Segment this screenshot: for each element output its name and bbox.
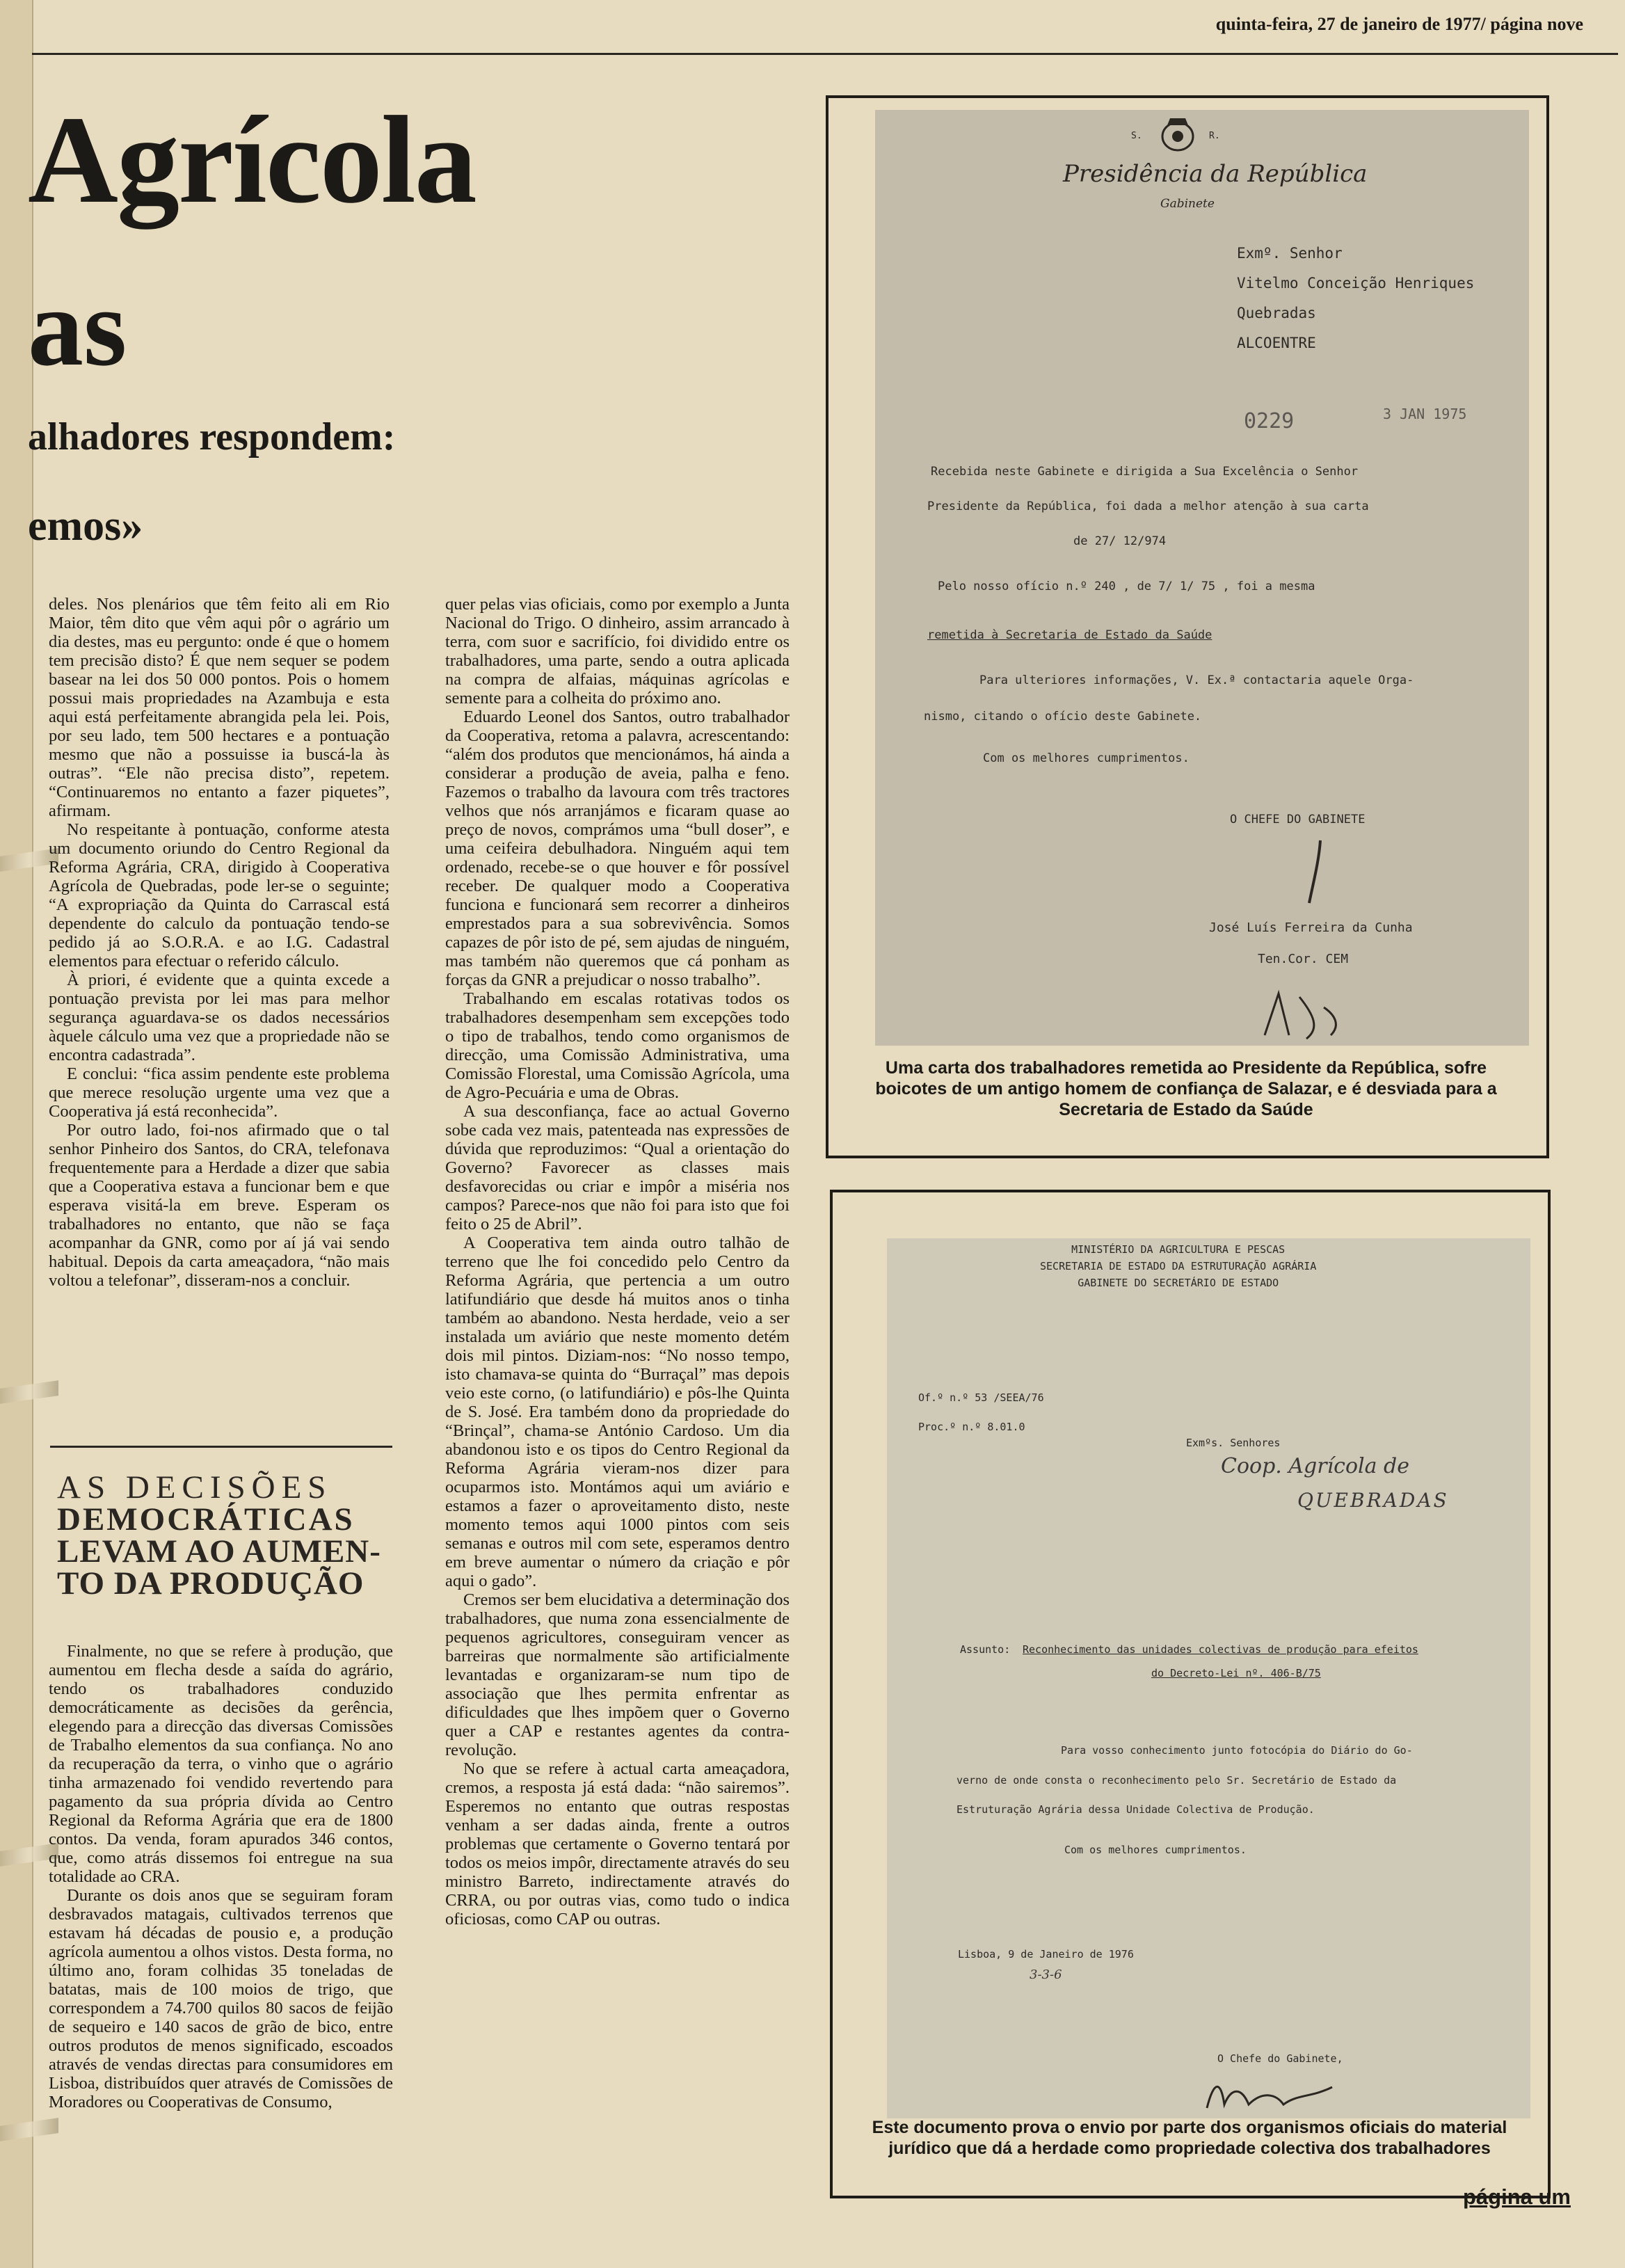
- signature-mark: [1279, 833, 1362, 910]
- paragraph: Eduardo Leonel dos Santos, outro trabalhador da Cooperativa, retoma a palavra, acrescentando: “além dos produtos que mencionámos, há ainda a considerar a produção de aveia, palha e feno. Fazemos o trabalho da lavoura com três tractores velhos que nós arranjámos e ficaram quase ao preço de novos, comprámos uma “bull doser”, e uma ceifeira debulhadora. Ninguém aqui tem ordenado, recebe-se o que houver e fôr possível receber. De qualquer modo a Cooperativa funciona e funcionará sem recorrer a dinheiros emprestados para a sua sobrevivência. Somos capazes de pôr isto de pé, sem ajudas de ninguém, mas também não queremos que cá ponham as forças da GNR a prejudicar o nosso trabalho”.: [445, 708, 790, 989]
- letter-body-line: verno de onde consta o reconhecimento pelo Sr. Secretário de Estado da: [956, 1774, 1397, 1787]
- signature-mark: [1200, 2073, 1339, 2115]
- signatory: José Luís Ferreira da Cunha: [1209, 920, 1413, 935]
- headline-line-1: Agrícola: [28, 90, 476, 229]
- letter-body-line: Estruturação Agrária dessa Unidade Colectiva de Produção.: [956, 1803, 1315, 1816]
- subheading: [57, 1469, 391, 1602]
- caption-letter-1: Uma carta dos trabalhadores remetida ao Presidente da República, sofre boicotes de um antigo homem de confiança de Salazar, e é desviada para a Secretaria de Estado da Saúde: [875, 1058, 1497, 1119]
- subheading-line-3: LEVAM AO AUMEN-: [57, 1533, 381, 1570]
- paragraph: À priori, é evidente que a quinta excede a pontuação prevista por lei mas para melhor segurança aguardava-se os dados necessários àquele cálculo uma vez que a propriedade não se encontra cadastrada”.: [49, 971, 390, 1064]
- coat-of-arms-icon: [1153, 115, 1202, 154]
- reference-date-stamp: 3 JAN 1975: [1383, 406, 1467, 422]
- subheading-line-1: AS DECISÕES: [57, 1469, 333, 1506]
- letter-body-line: Com os melhores cumprimentos.: [983, 751, 1190, 765]
- letterhead: Presidência da República: [1063, 160, 1368, 188]
- paragraph: A Cooperativa tem ainda outro talhão de terreno que lhe foi concedido pelo Centro da Reforma Agrária, que pertencia a um outro latifundiário que desde há muitos anos o tinha também ao abandono. Nesta herdade, veio a ser instalada um aviário que neste momento detém dois mil pintos. Diziam-nos: “No nosso tempo, isto chamava-se quinta do “Burraçal” mas depois veio este corno, (o latifundiário) e pôs-lhe Quinta de S. José. Era também dono da propriedade do “Brinçal”, chama-se António Cardoso. Um dia abandonou isto e os tipos do Centro Regional da Reforma Agrária vieram-nos dizer para ocuparmos isto. Montámos aqui um aviário e estamos a fazer o aproveitamento disto, neste momento temos aqui 1000 pintos com seis semanas e outros mil com sete, esperamos dentro em breve aumentar o número da criação e pôr aqui o gado”.: [445, 1233, 790, 1590]
- dateline: quinta-feira, 27 de janeiro de 1977/ página nove: [1215, 14, 1583, 34]
- headline-line-2: as: [28, 265, 127, 389]
- reference-line: Of.º n.º 53 /SEEA/76: [918, 1391, 1044, 1404]
- ministry-letterhead: [1040, 1241, 1316, 1291]
- caption-letter-2: Este documento prova o envio por parte dos organismos oficiais do material jurídico que dá a herdade como propriedade colectiva dos trabalhadores: [872, 2118, 1507, 2158]
- letter-body-line: de 27/ 12/974: [1073, 534, 1167, 548]
- paragraph: quer pelas vias oficiais, como por exemplo a Junta Nacional do Trigo. O dinheiro, assim arrancado à terra, com suor e sacrifício, foi dividido entre os trabalhadores, uma parte, sendo a outra aplicada na compra de alfaias, máquinas agrícolas e semente para a colheita do próximo ano.: [445, 595, 790, 708]
- reference-number: 0229: [1244, 409, 1295, 433]
- subheading-rule: [50, 1446, 392, 1448]
- letter-body-line: Pelo nosso ofício n.º 240 , de 7/ 1/ 75 , foi a mesma: [938, 580, 1315, 593]
- signatory-rank: Ten.Cor. CEM: [1258, 952, 1349, 966]
- article-column-3: [49, 1642, 393, 2111]
- letterhead-line: SECRETARIA DE ESTADO DA ESTRUTURAÇÃO AGRÁRIA: [1040, 1260, 1317, 1272]
- addressee-handwritten: Coop. Agrícola de: [1221, 1454, 1409, 1478]
- subject-line: do Decreto-Lei nº. 406-B/75: [1151, 1667, 1321, 1679]
- paragraph: Por outro lado, foi-nos afirmado que o tal senhor Pinheiro dos Santos, do CRA, telefonava frequentemente para a Herdade a dizer que sabia que a Cooperativa estava a funcionar bem e que esperava visitá-la em breve. Esperam os trabalhadores no entanto, que não se faça acompanhar da GNR, como por aí já vai sendo habitual. Depois da carta ameaçadora, “não mais voltou a telefonar”, disseram-nos a concluir.: [49, 1121, 390, 1290]
- headline-line-4: emos»: [28, 502, 143, 550]
- date-handwritten: 3-3-6: [1030, 1967, 1062, 1982]
- letter-ministerio: [887, 1238, 1530, 2118]
- paragraph: No que se refere à actual carta ameaçadora, cremos, a resposta já está dada: “não sairemos”. Esperemos no entanto que outras respostas venham a ser dadas ainda, frente a outros problemas que certamente o Governo tentará por todos os meios impôr, directamente através do seu ministro Barreto, indirectamente através do CRRA, ou por outras vias, como tudo o indica oficiosas, como CAP ou outras.: [445, 1759, 790, 1928]
- date-line: Lisboa, 9 de Janeiro de 1976: [958, 1948, 1134, 1960]
- addressee-line: Vitelmo Conceição Henriques: [1237, 275, 1475, 292]
- paragraph: Finalmente, no que se refere à produção, que aumentou em flecha desde a saída do agrário, tendo os trabalhadores conduzido democráticamente as decisões da gerência, elegendo para a direcção das diversas Comissões de Trabalho elementos da sua confiança. No ano da recuperação da terra, o vinho que o agrário tinha armazenado foi vendido revertendo para pagamento da sua própria dívida ao Centro Regional da Reforma Agrária que era de 1800 contos. Da venda, foram apurados 346 contos, que, como atrás dissemos foi entregue na sua totalidade ao CRA.: [49, 1642, 393, 1886]
- letterhead-line: GABINETE DO SECRETÁRIO DE ESTADO: [1078, 1277, 1279, 1289]
- letter-body-line: remetida à Secretaria de Estado da Saúde: [927, 628, 1212, 642]
- letter-body-line: Presidente da República, foi dada a melhor atenção à sua carta: [927, 500, 1369, 513]
- paragraph: Durante os dois anos que se seguiram foram desbravados matagais, cultivados terrenos que estavam há décadas de pousio e, a produção agrícola aumentou a olhos vistos. Desta forma, no último ano, foram colhidas 35 toneladas de batatas, mais de 100 moios de trigo, que correspondem a 74.700 quilos 80 sacos de feijão de sequeiro e 140 sacos de grão de bico, entre outros produtos de menos significado, escoados através de vendas directas para consumidores em Lisboa, distribuídos quer através de Comissões de Moradores ou Cooperativas de Consumo,: [49, 1886, 393, 2111]
- addressee-handwritten: QUEBRADAS: [1297, 1489, 1449, 1512]
- letter-body-line: Com os melhores cumprimentos.: [1064, 1844, 1247, 1856]
- addressee-line: Quebradas: [1237, 305, 1316, 321]
- headline-line-3: alhadores respondem:: [28, 415, 396, 458]
- initials-mark: [1251, 987, 1355, 1042]
- letter-body-line: Para vosso conhecimento junto fotocópia do Diário do Go-: [1061, 1744, 1413, 1757]
- paragraph: Cremos ser bem elucidativa a determinação dos trabalhadores, que numa zona essencialmente de pequenos agricultores, conseguiram vencer as barreiras que normalmente são artificialmente levantadas e organizaram-se num tipo de associação que lhes permita enfrentar as dificuldades que lhes impõem quer o Governo quer a CAP e restantes agentes da contra-revolução.: [445, 1590, 790, 1759]
- header-rule: [32, 53, 1618, 55]
- subheading-line-2: DEMOCRÁTICAS: [57, 1501, 355, 1538]
- letter-body-line: Recebida neste Gabinete e dirigida a Sua Excelência o Senhor: [931, 465, 1359, 479]
- paragraph: deles. Nos plenários que têm feito ali em Rio Maior, têm dito que vêm aqui pôr o agrário um dia destes, mas eu pergunto: onde é que o homem tem precisão disto? É que nem sequer se podem basear na lei dos 50 000 pontos. Pois o homem possui mais propriedades na Azambuja e esta aqui está perfeitamente abrangida pela lei. Pois, por seu lado, tem 500 hectares e a pontuação mesmo que não a possuisse ia buscá-la às outras”. “Ele não precisa disto”, repetem. “Continuaremos no entanto a fazer piquetes”, afirmam.: [49, 595, 390, 820]
- reference-line: Proc.º n.º 8.01.0: [918, 1421, 1025, 1433]
- letter-presidencia: [875, 110, 1529, 1046]
- letterhead-mark-left: S.: [1131, 131, 1142, 141]
- addressee-line: Exmº. Senhor: [1237, 245, 1343, 262]
- addressee: Exmºs. Senhores: [1186, 1437, 1281, 1449]
- article-column-2: [445, 595, 790, 1928]
- closing: O Chefe do Gabinete,: [1217, 2052, 1343, 2065]
- subject-line: Reconhecimento das unidades colectivas de produção para efeitos: [1023, 1643, 1418, 1656]
- paragraph: A sua desconfiança, face ao actual Governo sobe cada vez mais, patenteada nas expressões de dúvida que reproduzimos: “Qual a orientação do Governo? Favorecer as classes mais desfavorecidas ou criar e impôr a miséria nos campos? Parece-nos que não foi para isto que foi feito o 25 de Abril”.: [445, 1102, 790, 1233]
- letter-body-line: Para ulteriores informações, V. Ex.ª contactaria aquele Orga-: [979, 673, 1414, 687]
- article-column-1: [49, 595, 390, 1290]
- letter-body-line: nismo, citando o ofício deste Gabinete.: [924, 710, 1202, 724]
- subheading-line-4: TO DA PRODUÇÃO: [57, 1565, 365, 1602]
- paragraph: No respeitante à pontuação, conforme atesta um documento oriundo do Centro Regional da Reforma Agrária, CRA, dirigido à Cooperativa Agrícola de Quebradas, pode ler-se o seguinte; “A expropriação da Quinta do Carrascal está dependente do calculo da pontuação tendo-se pedido já ao S.O.R.A. e ao I.G. Cadastral elementos para efectuar o referido cálculo.: [49, 820, 390, 971]
- paragraph: E conclui: “fica assim pendente este problema que merece resolução urgente uma vez que a Cooperativa já está reconhecida”.: [49, 1064, 390, 1121]
- subject-label: Assunto:: [960, 1643, 1011, 1656]
- paragraph: Trabalhando em escalas rotativas todos os trabalhadores desempenham sem excepções todo o tipo de trabalhos, tendo como organismos de direcção, uma Comissão Administrativa, uma Comissão Florestal, uma Comissão Agrícola, uma de Agro-Pecuária e uma de Obras.: [445, 989, 790, 1102]
- addressee: [1237, 239, 1474, 358]
- letterhead-line: MINISTÉRIO DA AGRICULTURA E PESCAS: [1071, 1243, 1286, 1256]
- letterhead-mark-right: R.: [1209, 131, 1220, 141]
- addressee-line: ALCOENTRE: [1237, 335, 1316, 351]
- page-jump-label: página um: [1462, 2185, 1571, 2209]
- closing-title: O CHEFE DO GABINETE: [1230, 813, 1366, 826]
- letterhead-sub: Gabinete: [1160, 197, 1215, 211]
